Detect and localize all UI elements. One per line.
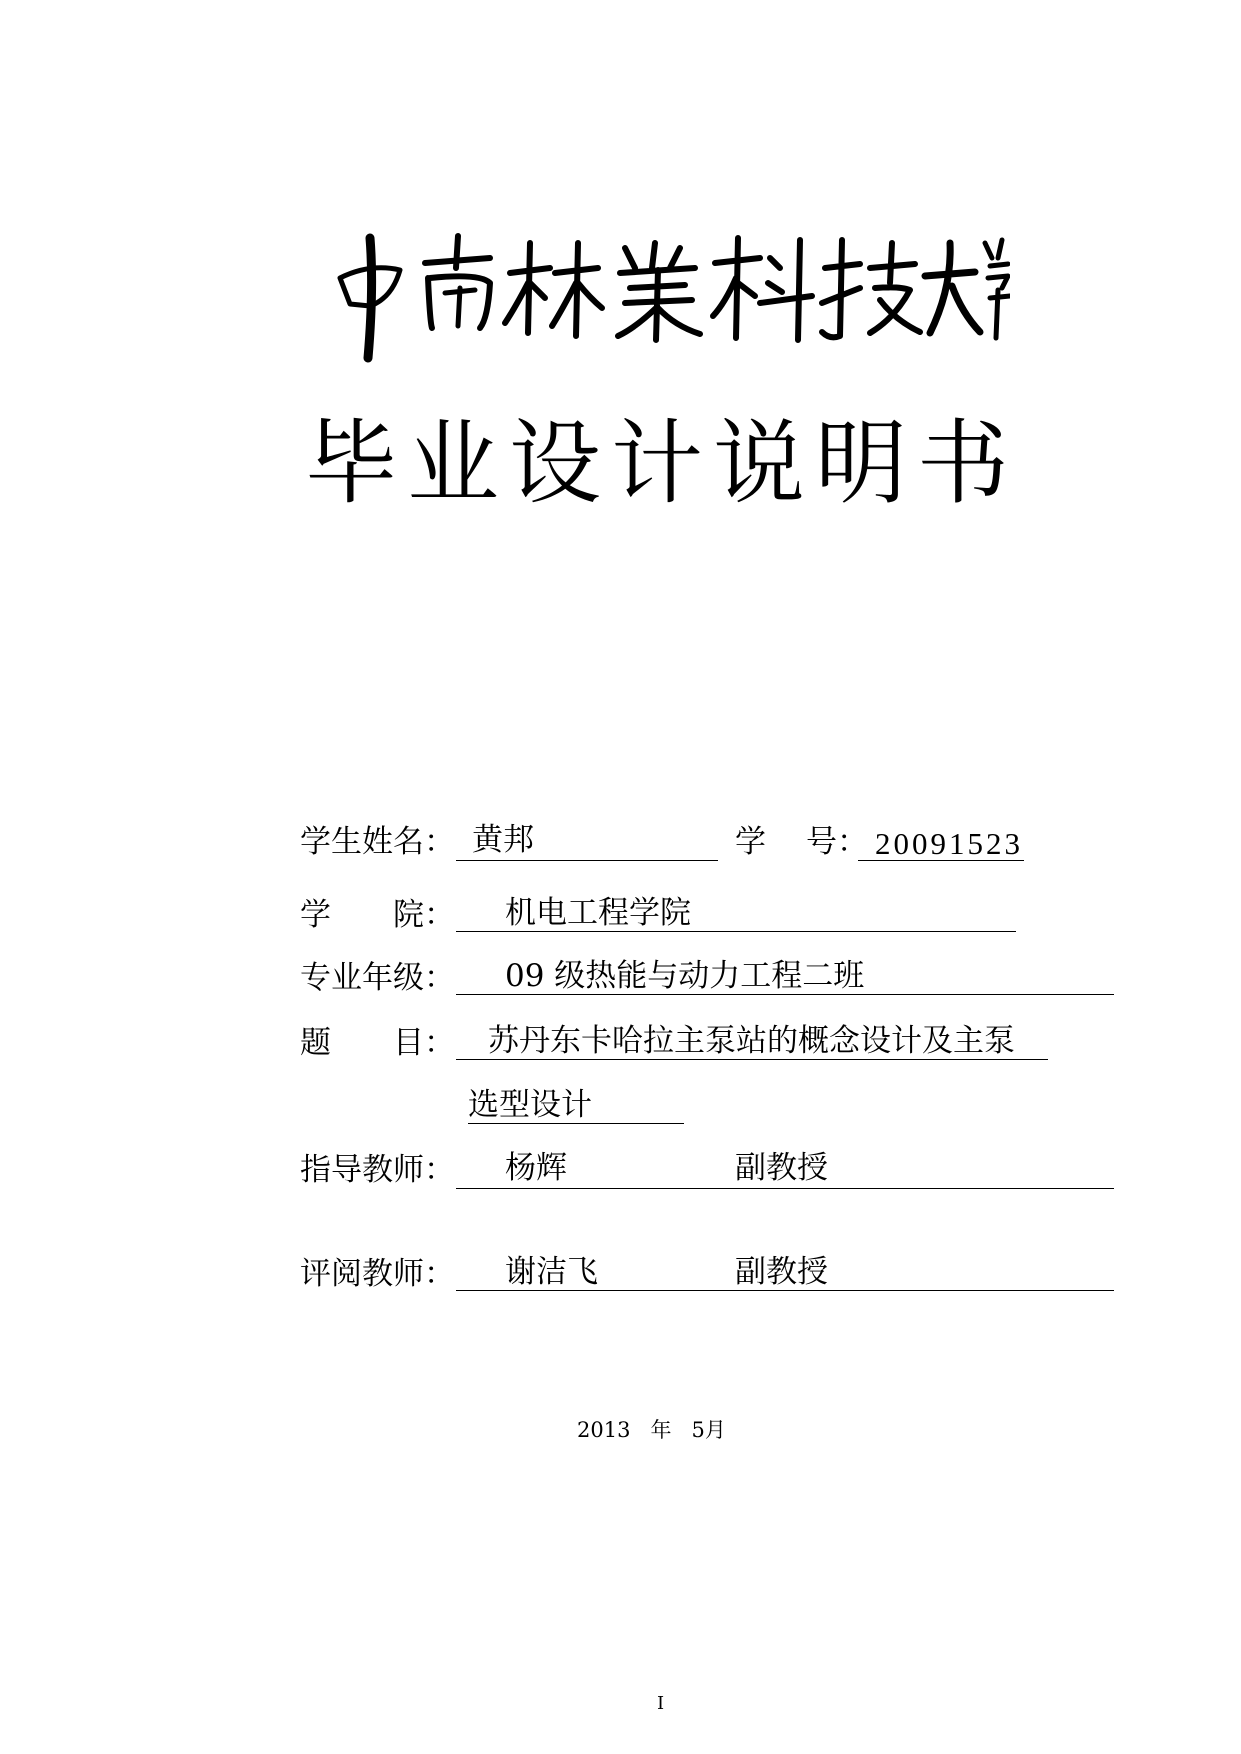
reviewer-label: 评阅教师：	[300, 1256, 455, 1292]
reviewer-rank: 副教授	[735, 1254, 828, 1290]
college-label-part1: 学	[300, 897, 331, 933]
thesis-title-value-line1: 苏丹东卡哈拉主泵站的概念设计及主泵	[488, 1023, 1015, 1059]
advisor-rank: 副教授	[735, 1150, 828, 1186]
date-year: 2013	[577, 1418, 631, 1442]
thesis-title-underline-2	[468, 1123, 684, 1124]
date-month: 5月	[691, 1418, 726, 1442]
date-line	[577, 1414, 726, 1444]
thesis-title-value-line2: 选型设计	[468, 1087, 592, 1123]
thesis-title-underline-1	[456, 1059, 1048, 1060]
college-value: 机电工程学院	[505, 895, 691, 931]
thesis-title-label-part1: 题	[300, 1025, 331, 1061]
advisor-label: 指导教师：	[300, 1152, 455, 1188]
advisor-name: 杨辉	[505, 1150, 567, 1186]
university-calligraphy-image	[330, 228, 1010, 368]
student-id-label-part1: 学	[735, 824, 766, 860]
advisor-underline	[456, 1188, 1114, 1189]
college-label	[300, 897, 455, 933]
student-id-underline	[858, 860, 1024, 861]
student-id-value: 20091523	[875, 826, 1023, 861]
student-id-label	[735, 824, 868, 860]
student-id-label-part2: 号：	[806, 824, 868, 860]
college-label-part2: 院：	[393, 897, 455, 933]
student-name-underline	[456, 860, 718, 861]
university-calligraphy-logo	[330, 228, 1010, 368]
student-name-label: 学生姓名：	[300, 824, 455, 860]
document-title: 毕业设计说明书	[305, 410, 1020, 517]
thesis-title-label-part2: 目：	[393, 1025, 455, 1061]
date-year-unit: 年	[650, 1418, 672, 1442]
page-number: I	[657, 1693, 665, 1714]
major-grade-value: 09 级热能与动力工程二班	[505, 958, 865, 994]
reviewer-name: 谢洁飞	[505, 1254, 598, 1290]
student-name-value: 黄邦	[472, 822, 534, 858]
thesis-title-label	[300, 1025, 455, 1061]
college-underline	[456, 931, 1016, 932]
reviewer-underline	[456, 1290, 1114, 1291]
major-grade-label: 专业年级：	[300, 960, 455, 996]
major-grade-underline	[456, 994, 1114, 995]
